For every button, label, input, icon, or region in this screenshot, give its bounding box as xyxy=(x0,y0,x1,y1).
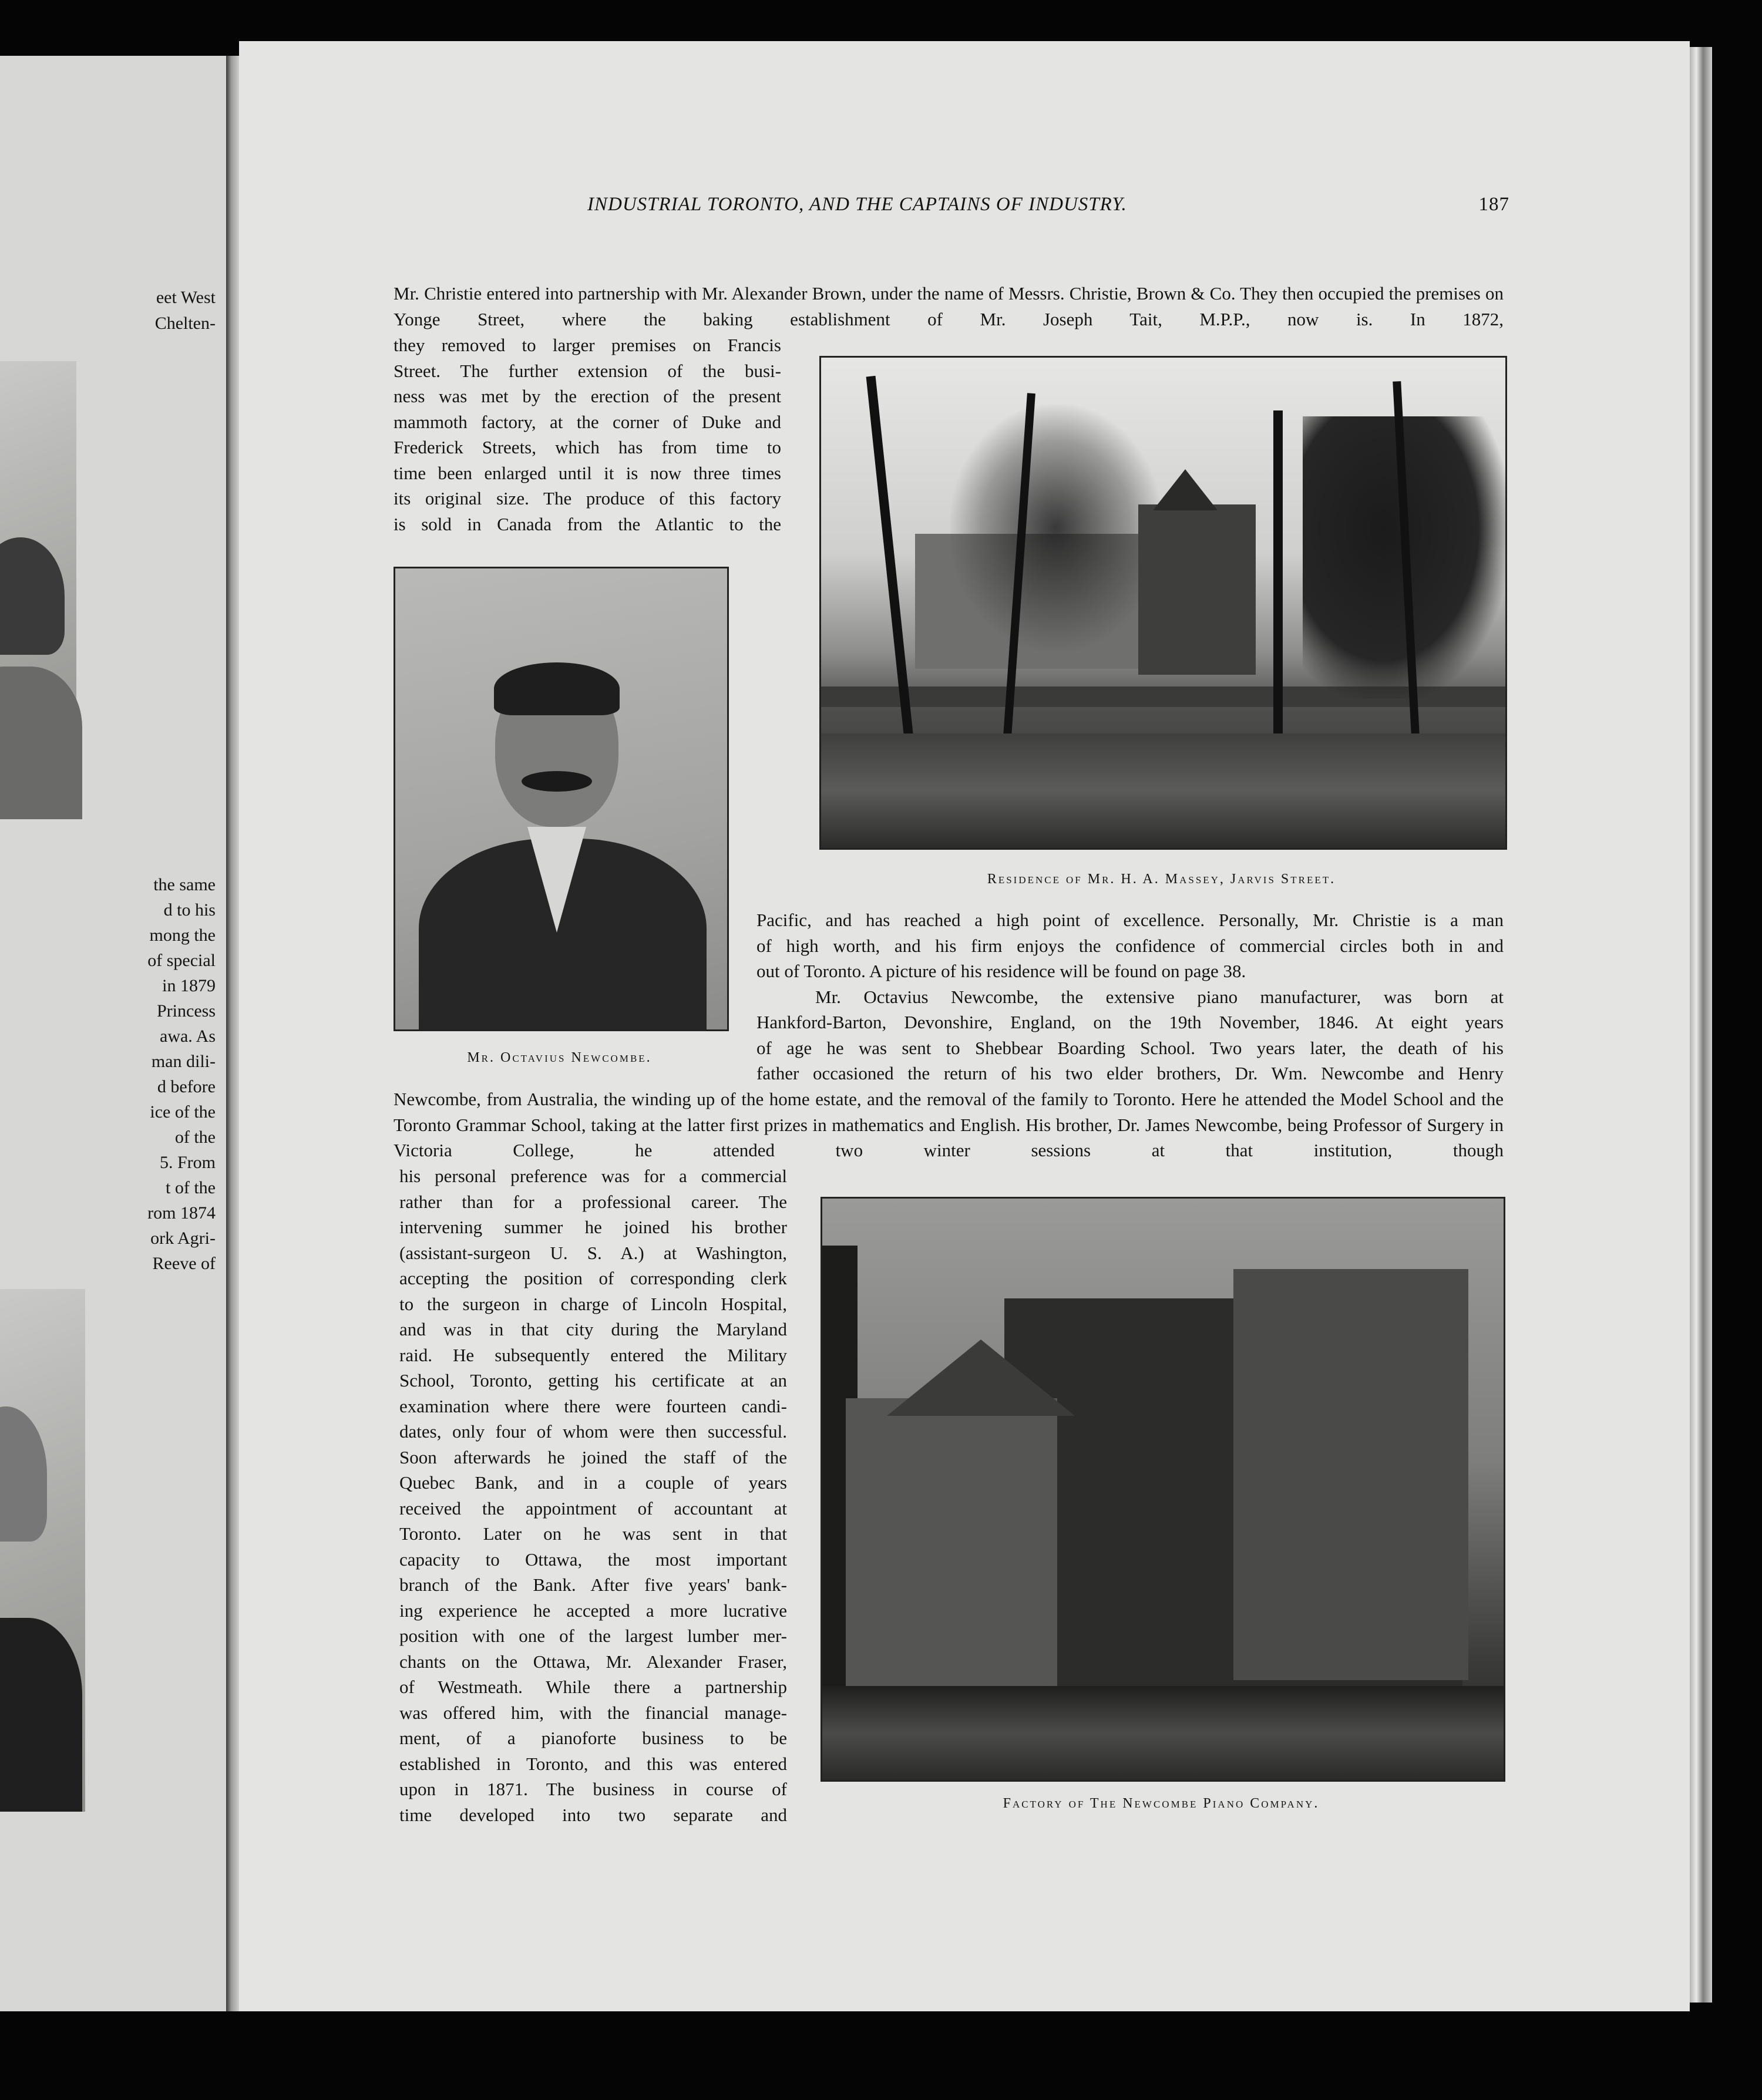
left-fragment-line: in 1879 xyxy=(162,976,216,995)
text-line: mammoth factory, at the corner of Duke and xyxy=(394,411,781,432)
left-fragment-line: d before xyxy=(157,1077,216,1096)
text-line: of age he was sent to Shebbear Boarding School. Two years later, the death of his xyxy=(756,1037,1504,1058)
left-fragment-line: of special xyxy=(147,951,216,970)
text-line: established in Toronto, and this was entered xyxy=(399,1753,787,1774)
text-line: time developed into two separate and xyxy=(399,1804,787,1825)
text-line: Toronto. Later on he was sent in that xyxy=(399,1523,787,1544)
factory-caption: Factory of The Newcombe Piano Company. xyxy=(1003,1796,1320,1811)
text-line: chants on the Ottawa, Mr. Alexander Fraser, xyxy=(399,1651,787,1672)
text-line: Frederick Streets, which has from time to xyxy=(394,437,781,457)
text-line: Street. The further extension of the busi- xyxy=(394,360,781,381)
left-fragment-line: man dili- xyxy=(151,1052,216,1071)
paragraph-full-width: Newcombe, from Australia, the winding up of the home estate, and the removal of the family to Toronto. Here he attended the Model School and the Toronto Grammar School, taking at the latter first prizes in mathematics and English. His brother, Dr. James Newcombe, being Professor of Surgery in Victoria College, he attended two winter sessions at that institution, though xyxy=(394,1089,1504,1160)
text-line: was offered him, with the financial manage- xyxy=(399,1702,787,1723)
left-fragment-line: of the xyxy=(174,1128,216,1147)
book-gutter xyxy=(226,56,239,2011)
left-fragment-line: Chelten- xyxy=(154,314,216,333)
text-line: Pacific, and has reached a high point of excellence. Personally, Mr. Christie is a man xyxy=(756,910,1504,930)
text-line: upon in 1871. The business in course of xyxy=(399,1779,787,1799)
text-line: to the surgeon in charge of Lincoln Hospital, xyxy=(399,1293,787,1314)
left-fragment-line: eet West xyxy=(156,288,216,307)
column-right-upper xyxy=(756,907,1504,1086)
page-edge xyxy=(1690,47,1712,2003)
left-fragment-line: the same xyxy=(153,875,216,894)
left-fragment-line: mong the xyxy=(149,926,216,945)
text-line: School, Toronto, getting his certificate at an xyxy=(399,1370,787,1391)
left-fragment-line: t of the xyxy=(166,1178,216,1197)
text-line: branch of the Bank. After five years' bank- xyxy=(399,1574,787,1595)
portrait-caption: Mr. Octavius Newcombe. xyxy=(467,1050,652,1065)
text-line: they removed to larger premises on Francis xyxy=(394,335,781,355)
left-fragment-line: Reeve of xyxy=(152,1254,216,1273)
text-line: his personal preference was for a commercial xyxy=(399,1166,787,1186)
column-left-upper xyxy=(394,332,781,537)
text-line: ness was met by the erection of the present xyxy=(394,386,781,406)
text-line: father occasioned the return of his two elder brothers, Dr. Wm. Newcombe and Henry xyxy=(756,1063,1504,1083)
text-line: (assistant-surgeon U. S. A.) at Washington, xyxy=(399,1242,787,1263)
left-facing-page xyxy=(0,56,230,2011)
column-left-lower xyxy=(399,1163,787,1828)
text-line: Quebec Bank, and in a couple of years xyxy=(399,1472,787,1493)
text-line: out of Toronto. A picture of his residence will be found on page 38. xyxy=(756,961,1246,981)
left-fragment-line: Princess xyxy=(157,1001,216,1021)
page-header xyxy=(587,194,1509,223)
left-fragment-line: ork Agri- xyxy=(150,1229,216,1248)
left-portrait-photo xyxy=(0,361,76,816)
text-line: capacity to Ottawa, the most important xyxy=(399,1549,787,1570)
running-head: INDUSTRIAL TORONTO, AND THE CAPTAINS OF INDUSTRY. xyxy=(587,194,1127,215)
text-line: ing experience he accepted a more lucrative xyxy=(399,1600,787,1621)
paragraph-top: Mr. Christie entered into partnership with Mr. Alexander Brown, under the name of Messrs. Christie, Brown & Co. They then occupied the premises on Yonge Street, where the baking establishment of Mr. Joseph Tait, M.P.P., now is. In 1872, xyxy=(394,283,1504,329)
text-line: of Westmeath. While there a partnership xyxy=(399,1677,787,1697)
residence-caption: Residence of Mr. H. A. Massey, Jarvis Street. xyxy=(987,871,1336,887)
left-fragment-line: 5. From xyxy=(159,1153,216,1172)
text-line: of high worth, and his firm enjoys the confidence of commercial circles both in and xyxy=(756,935,1504,956)
text-line: Hankford-Barton, Devonshire, England, on the 19th November, 1846. At eight years xyxy=(756,1012,1504,1032)
text-line: raid. He subsequently entered the Military xyxy=(399,1344,787,1365)
text-line: rather than for a professional career. The xyxy=(399,1191,787,1212)
text-line: and was in that city during the Maryland xyxy=(399,1319,787,1340)
left-portrait-photo xyxy=(0,1289,85,1812)
text-line: accepting the position of corresponding clerk xyxy=(399,1268,787,1288)
left-fragment-line: d to his xyxy=(163,900,216,920)
text-line: its original size. The produce of this factory xyxy=(394,488,781,509)
text-line: examination where there were fourteen candi- xyxy=(399,1395,787,1416)
portrait-photo xyxy=(394,567,729,1031)
left-fragment-line: awa. As xyxy=(160,1027,216,1046)
text-line: Soon afterwards he joined the staff of the xyxy=(399,1446,787,1468)
text-line: received the appointment of accountant at xyxy=(399,1497,787,1519)
text-line: dates, only four of whom were then successful. xyxy=(399,1421,787,1442)
factory-photo xyxy=(821,1197,1505,1782)
text-line: is sold in Canada from the Atlantic to the xyxy=(394,513,781,534)
text-line: intervening summer he joined his brother xyxy=(399,1217,787,1237)
page-number: 187 xyxy=(1478,194,1509,215)
text-line: ment, of a pianoforte business to be xyxy=(399,1728,787,1748)
text-line: Mr. Octavius Newcombe, the extensive piano manufacturer, was born at xyxy=(815,986,1504,1007)
residence-photo xyxy=(819,356,1507,850)
text-line: position with one of the largest lumber mer- xyxy=(399,1626,787,1646)
text-line: time been enlarged until it is now three times xyxy=(394,462,781,483)
left-fragment-line: ice of the xyxy=(150,1102,216,1122)
left-fragment-line: rom 1874 xyxy=(147,1203,216,1223)
